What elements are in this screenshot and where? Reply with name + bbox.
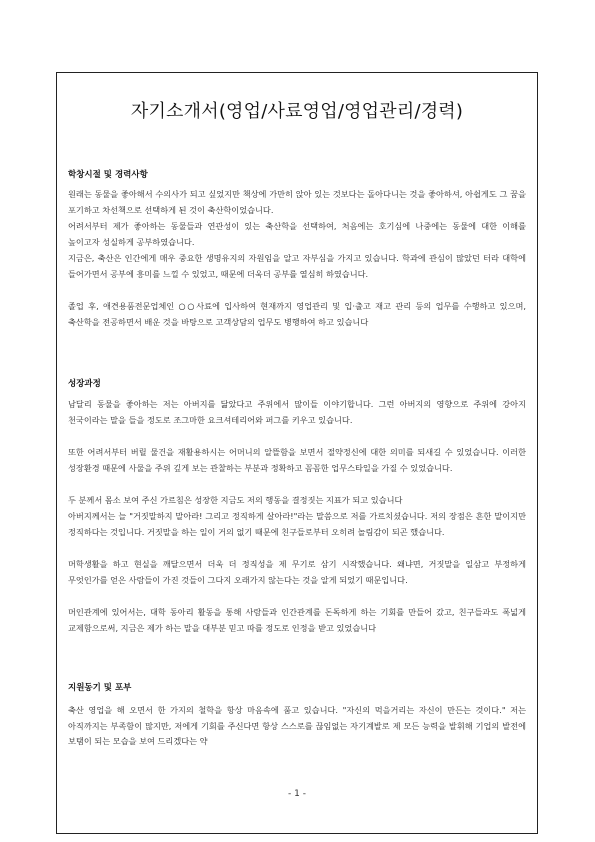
- paragraph: 두 분께서 몸소 보여 주신 가르침은 성장한 지금도 저의 행동을 결정짓는 지표가 되고 있습니다: [68, 495, 403, 505]
- paragraph: 또한 어려서부터 버릴 물건을 재활용하시는 어머니의 알뜰함을 보면서 절약정신에 대한 의미를 되새길 수 있었습니다. 이러한 성장환경 때문에 사물을 주위 깊게 보는 관찰하는 부분과 정확하고 꼼꼼한 업무스타일을 가질 수 있었습니다.: [68, 447, 526, 473]
- document-page: [56, 72, 538, 834]
- section-heading-education-career: 학창시절 및 경력사항: [68, 170, 148, 180]
- section-heading-growth: 성장과정: [68, 379, 101, 389]
- paragraph: 머인관계에 있어서는, 대학 동아리 활동을 통해 사람들과 인간관계를 돈독하게 하는 기회를 만들어 갔고, 친구들과도 폭넓게 교제함으로써, 지금은 제가 하는 말을 대부분 믿고 따를 정도로 인정을 받고 있었습니다: [68, 607, 526, 633]
- paragraph: 머학생활을 하고 현실을 깨달으면서 더욱 더 정직성을 제 무기로 삼기 시작했습니다. 왜냐면, 거짓말을 일삼고 부정하게 무엇인가를 얻은 사람들이 가진 것들이 그다지 오래가지 않는다는 것을 알게 되었기 때문입니다.: [68, 559, 526, 585]
- page-number: - 1 -: [288, 789, 306, 799]
- paragraph: 축산 영업을 해 오면서 한 가지의 철학을 항상 마음속에 품고 있습니다. "자신의 먹을거리는 자신이 만든는 것이다." 저는 아직까지는 부족함이 많지만, 저에게 기회를 주신다면 항상 스스로를 끊임없는 자기계발로 제 모든 능력을 발휘해 기업의 발전에 보탬이 되는 모습을 보여 드리겠다는 약: [68, 705, 526, 747]
- paragraph: 지금은, 축산은 인간에게 매우 중요한 생명유지의 자원임을 알고 자부심을 가지고 있습니다. 학과에 관심이 많았던 터라 대학에 들어가면서 공부에 흥미를 느낄 수 있었고, 때문에 더욱더 공부를 열심히 하였습니다.: [68, 253, 526, 279]
- paragraph: 졸업 후, 애견용품전문업체인 ○○사료에 입사하여 현재까지 영업관리 및 입·출고 재고 관리 등의 업무를 수행하고 있으며, 축산학을 전공하면서 배운 것을 바탕으로 고객상담의 업무도 병행하여 하고 있습니다: [68, 301, 526, 327]
- paragraph: 남달리 동물을 좋아하는 저는 아버지를 닮았다고 주위에서 많이들 이야기합니다. 그런 아버지의 영향으로 주위에 강아지 천국이라는 말을 들을 정도로 조그마한 요크셔테리어와 퍼그를 키우고 있습니다.: [68, 399, 526, 425]
- document-title: 자기소개서(영업/사료영업/영업관리/경력): [130, 101, 464, 122]
- paragraph: 아버지께서는 늘 "거짓말하지 말아라! 그리고 정직하게 살아라!"라는 말씀으로 저를 가르치셨습니다. 저의 장점은 흔한 말이지만 정직하다는 것입니다. 거짓말을 하는 일이 거의 없기 때문에 친구들로부터 오히려 놀림감이 되곤 했습니다.: [68, 511, 526, 537]
- section-heading-motivation: 지원동기 및 포부: [68, 683, 132, 693]
- paragraph: 원래는 동물을 좋아해서 수의사가 되고 싶었지만 책상에 가만히 앉아 있는 것보다는 돌아다니는 것을 좋아하셔, 아쉽게도 그 꿈을 포기하고 차선책으로 선택하게 된 것이 축산학이었습니다.: [68, 189, 526, 215]
- paragraph: 어려서부터 제가 좋아하는 동물들과 연관성이 있는 축산학을 선택하여, 처음에는 호기심에 나중에는 동물에 대한 이해를 높이고자 성실하게 공부하였습니다.: [68, 221, 526, 247]
